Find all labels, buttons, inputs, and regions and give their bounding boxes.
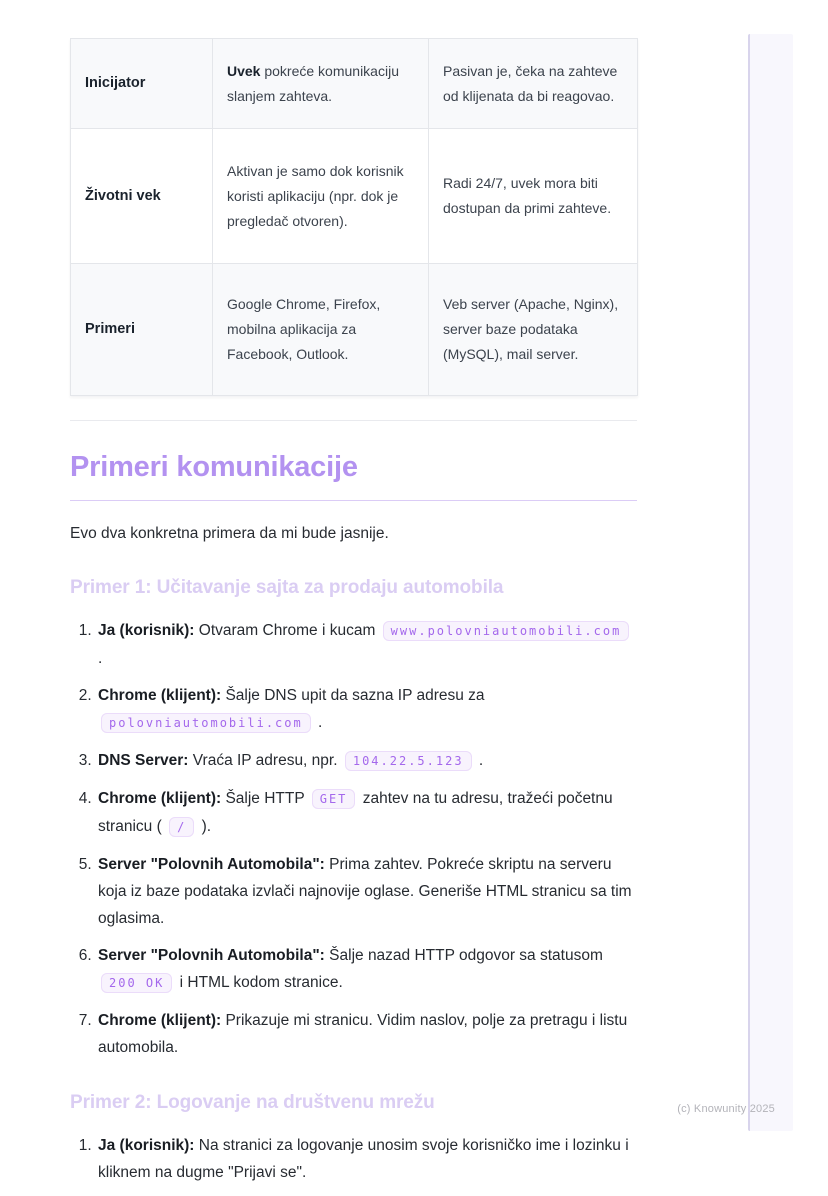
- inline-code-chip: /: [169, 817, 194, 837]
- example1-steps-list: [70, 617, 637, 1061]
- content-column: [70, 38, 637, 1196]
- step-item: 1. Ja (korisnik): Otvaram Chrome i kucam www.polovniautomobili.com .: [96, 617, 637, 672]
- bold-label: Chrome (klijent):: [98, 790, 222, 808]
- row-header-cell: Životni vek: [71, 129, 213, 264]
- bold-label: Server "Polovnih Automobila":: [98, 856, 325, 874]
- inline-code-chip: polovniautomobili.com: [101, 713, 311, 733]
- step-item: 1. Ja (korisnik): Na stranici za logovanje unosim svoje korisničko ime i lozinku i kliknem na dugme "Prijavi se".: [96, 1132, 637, 1186]
- bold-label: Chrome (klijent):: [98, 1012, 222, 1030]
- client-cell: Aktivan je samo dok korisnik koristi aplikaciju (npr. dok je pregledač otvoren).: [213, 129, 429, 264]
- table-row: [71, 39, 638, 129]
- inline-code-chip: GET: [312, 789, 356, 809]
- example2-steps-list: [70, 1132, 637, 1186]
- client-cell: Uvek pokreće komunikaciju slanjem zahteva.: [213, 39, 429, 129]
- server-cell: Radi 24/7, uvek mora biti dostupan da primi zahteve.: [429, 129, 638, 264]
- bold-label: DNS Server:: [98, 752, 189, 770]
- section-divider: [70, 420, 637, 421]
- server-cell: Pasivan je, čeka na zahteve od klijenata da bi reagovao.: [429, 39, 638, 129]
- client-server-comparison-table: [70, 38, 638, 396]
- step-item: 3. DNS Server: Vraća IP adresu, npr. 104.22.5.123 .: [96, 747, 637, 775]
- bold-label: Ja (korisnik):: [98, 1137, 195, 1155]
- bold-label: Chrome (klijent):: [98, 687, 222, 705]
- section-heading: Primeri komunikacije: [70, 449, 637, 501]
- step-item: 6. Server "Polovnih Automobila": Šalje nazad HTTP odgovor sa statusom 200 OK i HTML kodom stranice.: [96, 942, 637, 997]
- step-item: 2. Chrome (klijent): Šalje DNS upit da sazna IP adresu za polovniautomobili.com .: [96, 682, 637, 737]
- server-cell: Veb server (Apache, Nginx), server baze podataka (MySQL), mail server.: [429, 264, 638, 396]
- row-header-cell: Inicijator: [71, 39, 213, 129]
- intro-paragraph: Evo dva konkretna primera da mi bude jasnije.: [70, 525, 389, 543]
- step-item: 7. Chrome (klijent): Prikazuje mi stranicu. Vidim naslov, polje za pretragu i listu automobila.: [96, 1007, 637, 1061]
- bold-label: Uvek: [227, 62, 261, 79]
- table-row: [71, 264, 638, 396]
- example1-heading: Primer 1: Učitavanje sajta za prodaju automobila: [70, 577, 504, 599]
- example2-heading: Primer 2: Logovanje na društvenu mrežu: [70, 1092, 435, 1114]
- next-page-edge: [748, 34, 793, 1131]
- row-header-cell: Primeri: [71, 264, 213, 396]
- inline-code-chip: www.polovniautomobili.com: [383, 621, 630, 641]
- bold-label: Server "Polovnih Automobila":: [98, 947, 325, 965]
- client-cell: Google Chrome, Firefox, mobilna aplikacija za Facebook, Outlook.: [213, 264, 429, 396]
- table-row: [71, 129, 638, 264]
- bold-label: Ja (korisnik):: [98, 622, 195, 640]
- inline-code-chip: 200 OK: [101, 973, 172, 993]
- step-item: 4. Chrome (klijent): Šalje HTTP GET zahtev na tu adresu, tražeći početnu stranicu ( / ).: [96, 785, 637, 841]
- copyright-footer: (c) Knowunity 2025: [677, 1103, 775, 1115]
- step-item: 5. Server "Polovnih Automobila": Prima zahtev. Pokreće skriptu na serveru koja iz baze podataka izvlači najnovije oglase. Generiše HTML stranicu sa tim oglasima.: [96, 851, 637, 932]
- inline-code-chip: 104.22.5.123: [345, 751, 472, 771]
